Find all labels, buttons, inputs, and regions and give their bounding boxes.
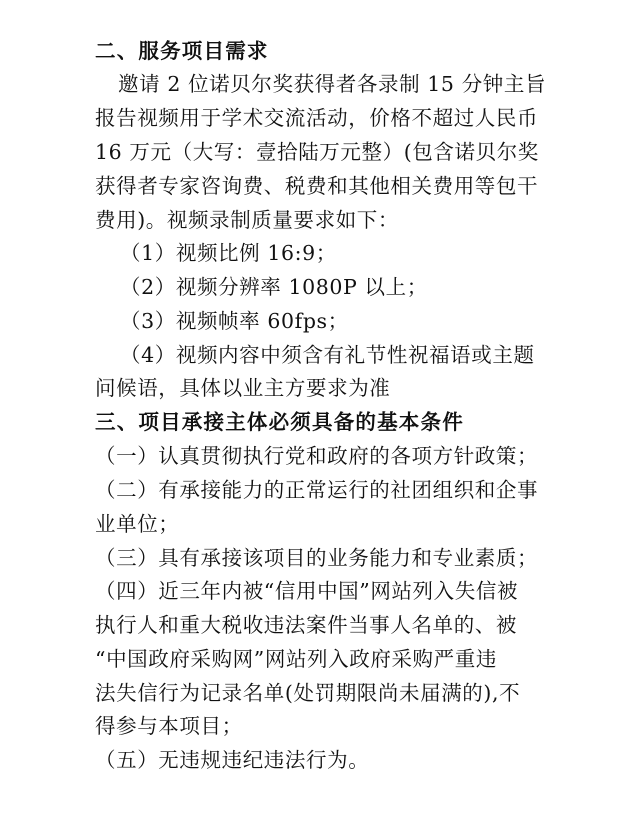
condition-line: 业单位； <box>95 512 180 536</box>
condition-line: （二）有承接能力的正常运行的社团组织和企事 <box>95 478 539 502</box>
paragraph-line: 报告视频用于学术交流活动，价格不超过人民币 <box>95 106 539 130</box>
section-2-heading: 二、服务项目需求 <box>95 39 269 63</box>
paragraph-line: 16 万元（大写：壹拾陆万元整）(包含诺贝尔奖 <box>95 140 539 164</box>
requirement-item: （4）视频内容中须含有礼节性祝福语或主题 <box>120 343 535 367</box>
paragraph-line: 获得者专家咨询费、税费和其他相关费用等包干 <box>95 174 539 198</box>
condition-line: 法失信行为记录名单(处罚期限尚未届满的),不 <box>95 681 521 705</box>
paragraph-line: 费用)。视频录制质量要求如下： <box>95 208 399 232</box>
requirement-item: （1）视频比例 16:9； <box>120 241 337 265</box>
condition-line: （一）认真贯彻执行党和政府的各项方针政策； <box>95 444 539 468</box>
condition-line: 得参与本项目； <box>95 714 243 738</box>
condition-line: （三）具有承接该项目的业务能力和专业素质； <box>95 546 539 570</box>
condition-line: 执行人和重大税收违法案件当事人名单的、被 <box>95 613 517 637</box>
requirement-item: （3）视频帧率 60fps； <box>120 309 349 333</box>
requirement-item: （2）视频分辨率 1080P 以上； <box>120 275 428 299</box>
paragraph-line: 邀请 2 位诺贝尔奖获得者各录制 15 分钟主旨 <box>118 72 547 96</box>
condition-line: （四）近三年内被“信用中国”网站列入失信被 <box>95 579 519 603</box>
requirement-item-continuation: 问候语，具体以业主方要求为准 <box>95 376 391 400</box>
section-3-heading: 三、项目承接主体必须具备的基本条件 <box>95 410 464 434</box>
condition-line: （五）无违规违纪违法行为。 <box>95 748 370 772</box>
condition-line: “中国政府采购网”网站列入政府采购严重违 <box>95 647 497 671</box>
